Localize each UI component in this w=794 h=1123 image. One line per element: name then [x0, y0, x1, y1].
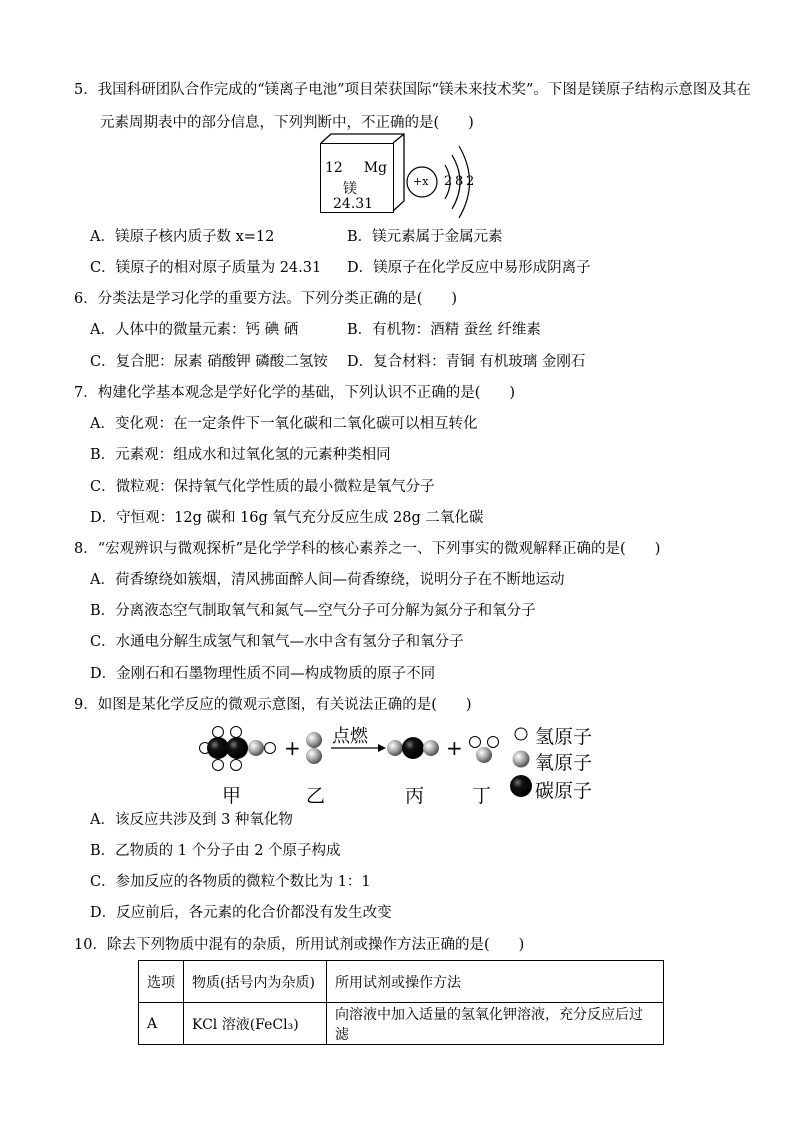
molecule-yi: [306, 732, 322, 764]
q8-option-c[interactable]: C．水通电分解生成氢气和氧气—水中含有氢分子和氧分子: [90, 634, 464, 650]
atomic-mass: 24.31: [333, 196, 374, 212]
q5-option-d[interactable]: D．镁原子在化学反应中易形成阴离子: [347, 260, 591, 276]
q6-option-d[interactable]: D．复合材料：青铜 有机玻璃 金刚石: [347, 354, 586, 370]
q8-option-b[interactable]: B．分离液态空气制取氧气和氮气—空气分子可分解为氮分子和氧分子: [90, 603, 536, 619]
q6-option-b[interactable]: B．有机物：酒精 蚕丝 纤维素: [347, 322, 541, 338]
svg-text:+: +: [446, 736, 463, 760]
q8-option-d[interactable]: D．金刚石和石墨物理性质不同—构成物质的原子不同: [90, 666, 436, 682]
q9-option-a[interactable]: A．该反应共涉及到 3 种氧化物: [90, 812, 293, 828]
q7-option-c[interactable]: C．微粒观：保持氧气化学性质的最小微粒是氧气分子: [90, 479, 435, 495]
row-a-option: A: [139, 1003, 184, 1045]
header-option: 选项: [139, 961, 184, 1003]
shell-3-count: 2: [466, 174, 475, 189]
q5-option-b[interactable]: B．镁元素属于金属元素: [347, 229, 503, 245]
reaction-condition: 点燃: [332, 726, 368, 747]
element-symbol: Mg: [363, 160, 387, 176]
legend-carbon: 碳原子: [535, 780, 593, 802]
table-header-row: [139, 961, 664, 1003]
molecule-bing: [387, 737, 439, 759]
q7-option-a[interactable]: A．变化观：在一定条件下一氧化碳和二氧化碳可以相互转化: [90, 416, 478, 432]
label-yi: 乙: [306, 785, 326, 807]
q7-option-b[interactable]: B．元素观：组成水和过氧化氢的元素种类相同: [90, 447, 391, 463]
q5-stem-line1: 5．我国科研团队合作完成的“镁离子电池”项目荣获国际“镁未来技术奖”。下图是镁原子结构示意图及其在: [74, 82, 751, 98]
atomic-number: 12: [325, 160, 343, 176]
label-jia: 甲: [222, 785, 242, 807]
q7-option-d[interactable]: D．守恒观：12g 碳和 16g 氧气充分反应生成 28g 二氧化碳: [90, 510, 484, 526]
q9-stem: 9．如图是某化学反应的微观示意图，有关说法正确的是( ): [74, 697, 472, 713]
nucleus-charge: +x: [413, 175, 429, 188]
q9-option-b[interactable]: B．乙物质的 1 个分子由 2 个原子构成: [90, 843, 341, 859]
q6-stem: 6．分类法是学习化学的重要方法。下列分类正确的是( ): [74, 291, 458, 307]
legend-hydrogen: 氢原子: [535, 726, 593, 748]
legend-oxygen: 氧原子: [535, 752, 593, 774]
shell-1-count: 2: [444, 174, 453, 189]
legend-icons: [508, 722, 538, 800]
shell-2-count: 8: [455, 174, 464, 189]
q5-option-a[interactable]: A．镁原子核内质子数 x=12: [90, 229, 275, 245]
row-a-method: 向溶液中加入适量的氢氧化钾溶液，充分反应后过滤: [327, 1003, 664, 1045]
q10-stem: 10．除去下列物质中混有的杂质，所用试剂或操作方法正确的是( ): [74, 937, 525, 953]
q8-stem: 8．“宏观辨识与微观探析”是化学学科的核心素养之一、下列事实的微观解释正确的是( ): [74, 541, 661, 557]
label-ding: 丁: [472, 785, 492, 807]
row-a-substance: KCl 溶液(FeCl₃): [184, 1003, 327, 1045]
q7-stem: 7．构建化学基本观念是学好化学的基础，下列认识不正确的是( ): [74, 385, 516, 401]
q5-option-c[interactable]: C．镁原子的相对原子质量为 24.31: [90, 260, 322, 276]
header-substance: 物质(括号内为杂质): [184, 961, 327, 1003]
q9-option-c[interactable]: C．参加反应的各物质的微粒个数比为 1：1: [90, 874, 371, 890]
table-row: [139, 1003, 664, 1045]
q8-option-a[interactable]: A．荷香缭绕如簇烟，清风拂面醉人间—荷香缭绕，说明分子在不断地运动: [90, 572, 565, 588]
q10-table: [138, 960, 664, 1045]
molecule-jia: [200, 727, 276, 771]
q6-option-a[interactable]: A．人体中的微量元素：钙 碘 硒: [90, 322, 299, 338]
label-bing: 丙: [405, 785, 425, 807]
q5-stem-line2: 元素周期表中的部分信息，下列判断中，不正确的是( ): [100, 115, 474, 131]
q9-option-d[interactable]: D．反应前后，各元素的化合价都没有发生改变: [90, 905, 392, 921]
q6-option-c[interactable]: C．复合肥：尿素 硝酸钾 磷酸二氢铵: [90, 354, 328, 370]
svg-text:+: +: [284, 736, 301, 760]
header-method: 所用试剂或操作方法: [327, 961, 664, 1003]
box-3d-edges: [318, 133, 408, 215]
molecule-ding: [470, 737, 499, 764]
element-name: 镁: [343, 181, 357, 197]
